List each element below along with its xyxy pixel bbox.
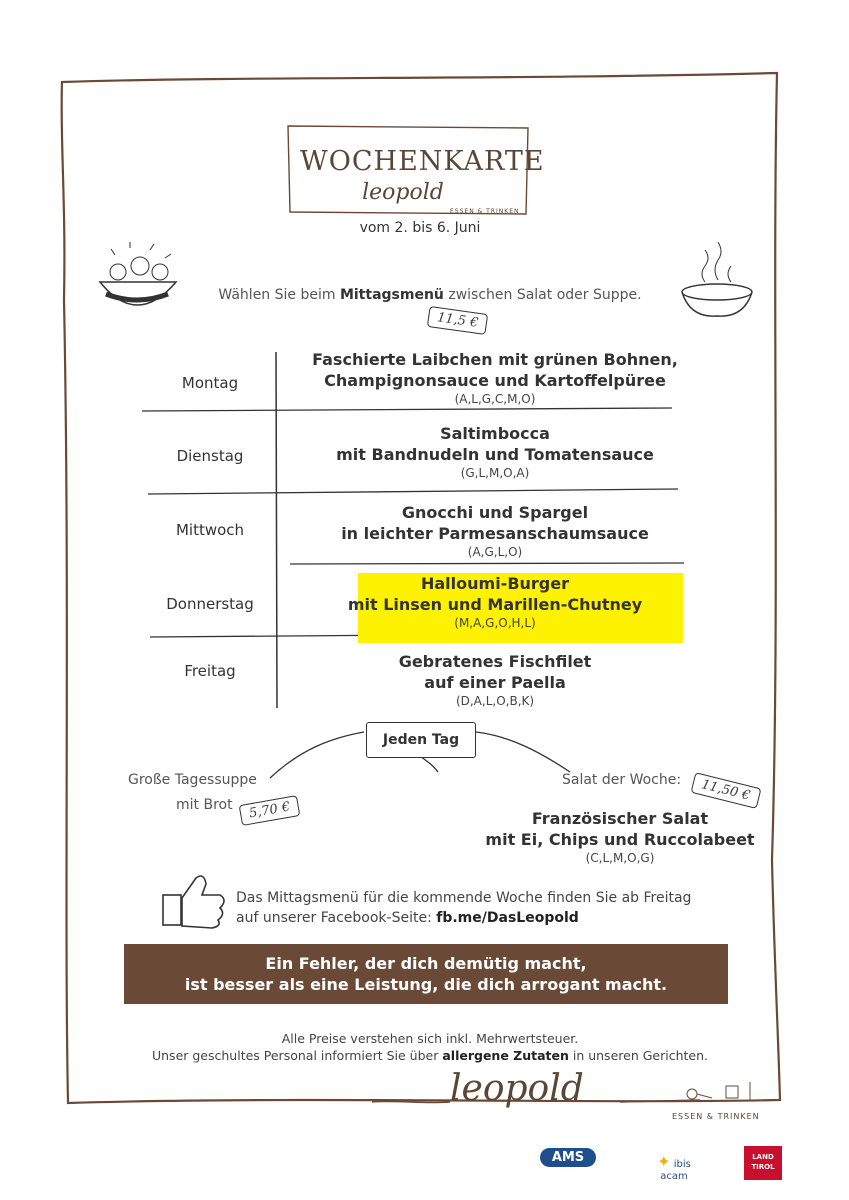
salad-dish [470,808,770,867]
footer-bold: allergene Zutaten [442,1048,569,1063]
day-friday: Freitag [184,662,236,680]
brand-name: leopold [362,180,444,205]
soup-price-tag: 5,70 € [239,795,301,826]
daily-label: Jeden Tag [366,722,476,758]
salad-price-tag: 11,50 € [690,772,761,809]
dish-line1: Halloumi-Burger [420,574,569,593]
quote-line1: Ein Fehler, der dich demütig macht, [265,954,587,973]
day-monday: Montag [181,374,239,392]
date-range: vom 2. bis 6. Juni [359,220,481,236]
facebook-link[interactable]: fb.me/DasLeopold [436,910,579,926]
dish-line2: in leichter Parmesanschaumsauce [341,524,649,543]
brand-logo [338,180,468,205]
soup-line1: Große Tagessuppe [128,772,257,788]
dish-line2: mit Bandnudeln und Tomatensauce [336,445,654,464]
salad-allergens: (C,L,M,O,G) [585,851,655,865]
dish-allergens: (M,A,G,O,H,L) [454,616,536,630]
dish-allergens: (A,L,G,C,M,O) [454,392,536,406]
bottom-brand-subtitle: ESSEN & TRINKEN [672,1112,760,1121]
dish-line2: Champignonsauce und Kartoffelpüree [324,371,666,390]
soup-line2: mit Brot [176,797,233,813]
ams-logo-text: AMS [540,1148,596,1167]
utensils-icon [687,1082,750,1100]
dish-allergens: (G,L,M,O,A) [460,466,530,480]
dish-line1: Faschierte Laibchen mit grünen Bohnen, [312,350,678,369]
dish-allergens: (D,A,L,O,B,K) [455,694,535,708]
day-tuesday: Dienstag [176,447,244,465]
dish-allergens: (A,G,L,O) [467,545,523,559]
footer-after: in unseren Gerichten. [568,1048,708,1063]
intro-text [160,287,700,303]
bottom-brand: leopold [450,1068,584,1109]
facebook-line1: Das Mittagsmenü für die kommende Woche finden Sie ab Freitag [236,890,692,906]
salad-label: Salat der Woche: [562,772,682,788]
ibis-logo [644,1152,704,1182]
dish-thursday [300,573,690,632]
quote-banner [124,944,728,1004]
salad-line1: Französischer Salat [531,809,709,828]
quote-line2: ist besser als eine Leistung, die dich arrogant macht. [184,975,668,994]
land-tirol-logo: LAND TIROL [744,1146,782,1180]
dish-line2: mit Linsen und Marillen-Chutney [347,595,643,614]
page-title: WOCHENKARTE [300,146,545,177]
dish-wednesday [300,502,690,561]
facebook-prefix: auf unserer Facebook-Seite: [236,910,437,926]
intro-bold: Mittagsmenü [339,287,444,303]
day-wednesday: Mittwoch [175,521,245,539]
intro-after: zwischen Salat oder Suppe. [443,287,642,303]
salad-line2: mit Ei, Chips und Ruccolabeet [485,830,755,849]
footer-line1: Alle Preise verstehen sich inkl. Mehrwertsteuer. [281,1031,579,1046]
dish-friday [300,651,690,710]
footer-line2 [120,1047,740,1064]
facebook-note [236,888,691,928]
soup-bowl-icon [682,242,752,316]
ams-logo [540,1148,596,1167]
ibis-mark-icon: ✦ [657,1152,671,1171]
dish-tuesday [300,423,690,482]
dish-line1: Gnocchi und Spargel [401,503,589,522]
thumbs-up-icon [163,876,224,928]
footer-before: Unser geschultes Personal informiert Sie über [151,1048,443,1063]
ibis-logo-text: ibis acam [660,1159,691,1182]
dish-line1: Gebratenes Fischfilet [398,652,592,671]
facebook-line2 [236,908,691,928]
menu-price-tag: 11,5 € [427,306,489,335]
dish-line2: auf einer Paella [424,673,566,692]
intro-before: Wählen Sie beim [218,287,340,303]
dish-monday [300,349,690,408]
footer-note [120,1030,740,1064]
day-thursday: Donnerstag [166,595,254,613]
brand-subtitle: ESSEN & TRINKEN [450,208,520,215]
dish-line1: Saltimbocca [440,424,550,443]
